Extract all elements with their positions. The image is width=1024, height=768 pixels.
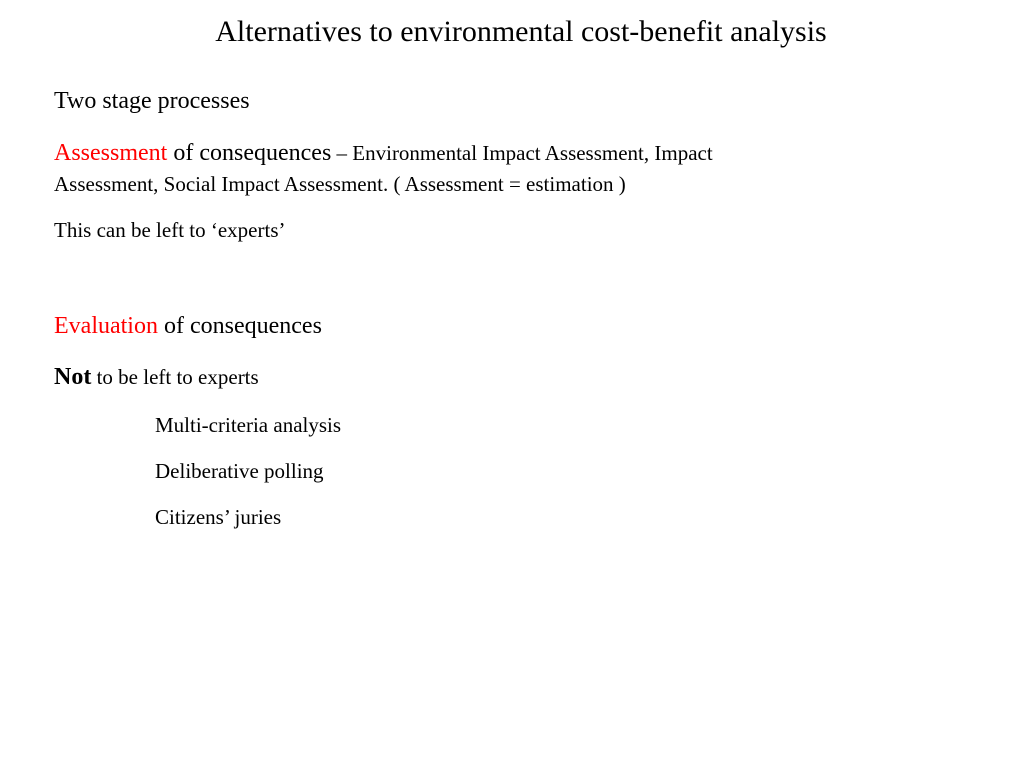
assessment-rest: of consequences: [167, 140, 332, 166]
two-stage-heading: Two stage processes: [54, 88, 250, 114]
evaluation-keyword: Evaluation: [54, 313, 158, 339]
method-item: Citizens’ juries: [155, 505, 282, 529]
method-item: Deliberative polling: [155, 459, 324, 483]
assessment-examples-continued: Assessment, Social Impact Assessment. ( Assessment = estimation ): [54, 172, 626, 196]
assessment-examples: – Environmental Impact Assessment, Impact: [331, 141, 713, 165]
not-keyword: Not: [54, 364, 92, 390]
assessment-keyword: Assessment: [54, 140, 168, 166]
method-item: Multi-criteria analysis: [155, 413, 342, 437]
evaluation-rest: of consequences: [157, 313, 322, 339]
assessment-line: [54, 137, 713, 169]
not-rest: to be left to experts: [91, 365, 259, 389]
evaluation-line: [54, 310, 322, 342]
not-experts-line: [54, 362, 259, 392]
experts-line: This can be left to ‘experts’: [54, 218, 286, 242]
slide-title: Alternatives to environmental cost-benefit analysis: [215, 15, 827, 48]
